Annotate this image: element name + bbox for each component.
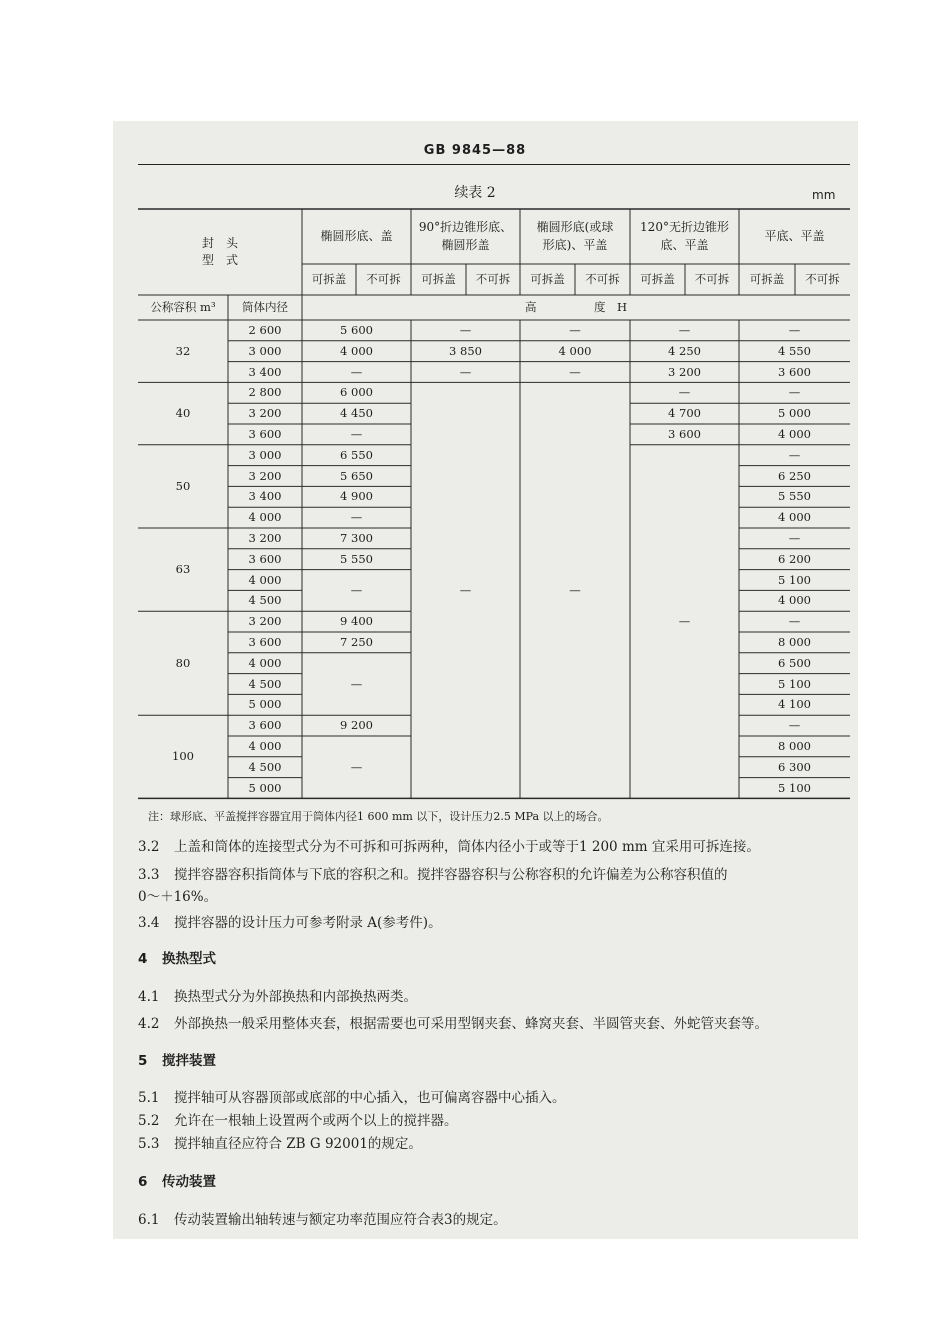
cone120-value xyxy=(630,362,739,383)
flat-value-text: 6 250 xyxy=(778,468,811,483)
diameter xyxy=(228,653,302,674)
paragraph xyxy=(138,885,217,905)
sub-header-fixed xyxy=(795,264,850,295)
paragraph xyxy=(138,1208,507,1228)
group-header-1-text: 椭圆形底、盖 xyxy=(320,228,393,243)
flat-value-text: 6 300 xyxy=(778,759,811,774)
cone120-value-text: 3 600 xyxy=(668,427,701,442)
flat-value xyxy=(739,382,850,403)
sub-header-fixed xyxy=(466,264,520,295)
section-heading xyxy=(138,1049,216,1069)
ellip-value xyxy=(302,403,411,424)
cone120-value-text: — xyxy=(678,614,691,629)
height-label xyxy=(302,295,850,320)
standard-number: GB 9845—88 xyxy=(423,143,527,158)
group-header-2 xyxy=(411,209,520,264)
flat-value-text: 5 100 xyxy=(778,780,811,795)
volume-2-text: 50 xyxy=(175,479,191,494)
sub-header-fixed xyxy=(685,264,739,295)
cone90-value-text: — xyxy=(459,364,472,379)
section-heading xyxy=(138,1170,216,1190)
ellip-value-text: 6 550 xyxy=(340,447,373,462)
cone120-value xyxy=(630,341,739,362)
cone90-value xyxy=(411,382,520,798)
ellip-value xyxy=(302,445,411,466)
ellip-value xyxy=(302,320,411,341)
flat-value xyxy=(739,403,850,424)
paragraph-text: 搅拌轴直径应符合 ZB G 92001的规定。 xyxy=(174,1136,422,1152)
diameter-text: 3 400 xyxy=(248,489,282,504)
sub-header-removable xyxy=(739,264,795,295)
height-label-text: 高 度 H xyxy=(524,300,628,315)
paragraph-number: 6.1 xyxy=(138,1212,160,1228)
diameter-text: 4 000 xyxy=(248,572,282,587)
cone90-value-text: — xyxy=(459,323,472,338)
volume-4-text: 80 xyxy=(175,655,191,670)
ellip-value-text: 4 900 xyxy=(340,489,373,504)
flat-value-text: — xyxy=(788,447,801,462)
diameter-text: 5 000 xyxy=(248,697,282,712)
cone90-value xyxy=(411,362,520,383)
diameter xyxy=(228,403,302,424)
flat-value-text: 8 000 xyxy=(778,635,811,650)
diameter-text: 4 000 xyxy=(248,655,282,670)
flat-value xyxy=(739,778,850,799)
paragraph-number: 4.1 xyxy=(138,989,160,1005)
ellip-value xyxy=(302,528,411,549)
sub-header-fixed-text: 不可拆 xyxy=(585,272,620,287)
paragraph-text: 上盖和筒体的连接型式分为不可拆和可拆两种，筒体内径小于或等于1 200 mm 宜采用可拆连接。 xyxy=(174,839,760,855)
sub-header-fixed-text: 不可拆 xyxy=(366,272,401,287)
flat-value xyxy=(739,694,850,715)
volume-0 xyxy=(138,320,228,382)
paragraph xyxy=(138,835,760,855)
paragraph xyxy=(138,1132,422,1152)
diameter-text: 3 000 xyxy=(248,343,282,358)
flat-value xyxy=(739,341,850,362)
paragraph xyxy=(138,1012,768,1032)
paragraph-text: 外部换热一般采用整体夹套，根据需要也可采用型钢夹套、蜂窝夹套、半圆管夹套、外蛇管夹套等。 xyxy=(174,1016,768,1032)
group-header-1 xyxy=(302,209,411,264)
diameter-text: 4 500 xyxy=(248,593,282,608)
diameter xyxy=(228,736,302,757)
flat-value xyxy=(739,757,850,778)
paragraph-text: 搅拌装置 xyxy=(162,1053,216,1069)
ellip-value-text: 9 200 xyxy=(340,718,373,733)
ellip-value xyxy=(302,341,411,362)
sub-header-removable-text: 可拆盖 xyxy=(749,272,785,287)
group-header-3 xyxy=(520,209,630,264)
ellip-flat-value-text: — xyxy=(569,364,581,379)
paragraph-text: 搅拌轴可从容器顶部或底部的中心插入，也可偏离容器中心插入。 xyxy=(174,1090,566,1106)
diameter-text: 3 200 xyxy=(248,531,282,546)
ellip-flat-value xyxy=(520,320,630,341)
paragraph-number: 3.4 xyxy=(138,915,160,931)
paragraph-number: 4.2 xyxy=(138,1016,160,1032)
ellip-value-text: 4 450 xyxy=(340,406,373,421)
volume-3 xyxy=(138,528,228,611)
ellip-value xyxy=(302,362,411,383)
ellip-flat-value xyxy=(520,341,630,362)
cone120-value xyxy=(630,320,739,341)
ellip-value xyxy=(302,611,411,632)
flat-value-text: 4 550 xyxy=(778,343,811,358)
paragraph-text: 传动装置输出轴转速与额定功率范围应符合表3的规定。 xyxy=(174,1212,507,1228)
diameter xyxy=(228,424,302,445)
diameter xyxy=(228,778,302,799)
diameter xyxy=(228,549,302,570)
diameter xyxy=(228,570,302,591)
flat-value xyxy=(739,528,850,549)
cone120-value xyxy=(630,445,739,799)
ellip-value xyxy=(302,549,411,570)
diameter xyxy=(228,507,302,528)
table-unit: mm xyxy=(812,188,836,202)
flat-value-text: 4 000 xyxy=(778,427,811,442)
diameter xyxy=(228,341,302,362)
diameter-text: 4 000 xyxy=(248,510,282,525)
ellip-value-text: 7 300 xyxy=(340,531,373,546)
diameter xyxy=(228,715,302,736)
diameter xyxy=(228,611,302,632)
diameter xyxy=(228,632,302,653)
flat-value xyxy=(739,570,850,591)
flat-value-text: 5 550 xyxy=(778,489,811,504)
diameter-text: 3 200 xyxy=(248,614,282,629)
flat-value-text: — xyxy=(788,531,801,546)
sub-header-fixed-text: 不可拆 xyxy=(694,272,730,287)
flat-value xyxy=(739,632,850,653)
sub-header-removable xyxy=(630,264,685,295)
flat-value xyxy=(739,653,850,674)
paragraph-number: 5.1 xyxy=(138,1090,160,1106)
diameter-text: 3 000 xyxy=(248,447,282,462)
flat-value-text: 4 000 xyxy=(778,593,811,608)
paragraph-text: 换热型式分为外部换热和内部换热两类。 xyxy=(174,989,417,1005)
paragraph xyxy=(138,863,728,883)
volume-4 xyxy=(138,611,228,715)
cone120-value xyxy=(630,424,739,445)
cone120-value xyxy=(630,382,739,403)
diameter xyxy=(228,674,302,695)
cone120-value-text: 3 200 xyxy=(668,364,701,379)
ellip-value xyxy=(302,632,411,653)
ellip-value xyxy=(302,653,411,715)
diameter xyxy=(228,694,302,715)
cone120-value-text: 4 700 xyxy=(668,406,701,421)
col-diameter-text: 筒体内径 xyxy=(242,300,288,315)
cone120-value-text: — xyxy=(678,385,691,400)
paragraph-text: 换热型式 xyxy=(162,951,216,967)
cone90-value-text: 3 850 xyxy=(449,343,482,358)
cone90-value xyxy=(411,341,520,362)
ellip-value-text: — xyxy=(350,759,363,774)
flat-value-text: 4 100 xyxy=(778,697,811,712)
sub-header-removable-text: 可拆盖 xyxy=(640,272,675,287)
paragraph-number: 5 xyxy=(138,1053,148,1069)
diameter xyxy=(228,466,302,487)
volume-1 xyxy=(138,382,228,444)
flat-value-text: 3 600 xyxy=(778,364,811,379)
diameter-text: 3 600 xyxy=(248,427,282,442)
paragraph-text: 传动装置 xyxy=(162,1174,216,1190)
flat-value xyxy=(739,486,850,507)
ellip-value xyxy=(302,507,411,528)
cone120-value-text: — xyxy=(678,323,691,338)
flat-value-text: — xyxy=(788,614,801,629)
paragraph-text: 允许在一根轴上设置两个或两个以上的搅拌器。 xyxy=(174,1113,458,1129)
diameter xyxy=(228,590,302,611)
sub-header-removable xyxy=(302,264,356,295)
ellip-value-text: — xyxy=(350,676,363,691)
header-type-text: 封 头 型 式 xyxy=(201,235,238,267)
paragraph-number: 3.2 xyxy=(138,839,160,855)
flat-value-text: 4 000 xyxy=(778,510,811,525)
ellip-value-text: — xyxy=(350,583,363,598)
diameter xyxy=(228,445,302,466)
ellip-value-text: 4 000 xyxy=(340,343,373,358)
flat-value-text: 5 100 xyxy=(778,676,811,691)
sub-header-removable-text: 可拆盖 xyxy=(311,272,347,287)
ellip-value-text: 5 650 xyxy=(340,468,373,483)
section-heading xyxy=(138,947,216,967)
cone120-value-text: 4 250 xyxy=(668,343,701,358)
diameter-text: 3 200 xyxy=(248,406,282,421)
diameter xyxy=(228,757,302,778)
cone90-value-text: — xyxy=(459,583,472,598)
sub-header-removable xyxy=(411,264,466,295)
paragraph-number: 3.3 xyxy=(138,867,160,883)
cone90-value xyxy=(411,320,520,341)
ellip-value-text: 7 250 xyxy=(340,635,373,650)
volume-5 xyxy=(138,715,228,798)
header-type xyxy=(138,209,302,295)
diameter-text: 3 600 xyxy=(248,551,282,566)
flat-value xyxy=(739,611,850,632)
volume-0-text: 32 xyxy=(175,343,191,358)
table-title: 续表 2 xyxy=(454,185,496,201)
volume-2 xyxy=(138,445,228,528)
ellip-flat-value xyxy=(520,382,630,798)
flat-value xyxy=(739,674,850,695)
diameter-text: 4 500 xyxy=(248,676,282,691)
volume-5-text: 100 xyxy=(172,749,194,764)
ellip-value-text: — xyxy=(350,364,363,379)
flat-value xyxy=(739,445,850,466)
diameter-text: 3 600 xyxy=(248,718,282,733)
group-header-4 xyxy=(630,209,739,264)
paragraph-text: 0～＋16%。 xyxy=(138,889,218,905)
ellip-flat-value-text: — xyxy=(569,583,581,598)
diameter-text: 2 600 xyxy=(248,323,282,338)
flat-value xyxy=(739,466,850,487)
flat-value-text: — xyxy=(788,323,801,338)
ellip-value-text: — xyxy=(350,510,363,525)
cone120-value xyxy=(630,403,739,424)
flat-value xyxy=(739,715,850,736)
group-header-2-text: 90°折边锥形底、 椭圆形盖 xyxy=(418,220,513,252)
paragraph xyxy=(138,985,417,1005)
diameter xyxy=(228,382,302,403)
ellip-value-text: 5 550 xyxy=(340,551,373,566)
flat-value-text: 6 200 xyxy=(778,551,811,566)
volume-1-text: 40 xyxy=(175,406,191,421)
diameter-text: 4 000 xyxy=(248,739,282,754)
diameter-text: 2 800 xyxy=(248,385,282,400)
flat-value-text: 8 000 xyxy=(778,739,811,754)
flat-value xyxy=(739,362,850,383)
paragraph-number: 5.3 xyxy=(138,1136,160,1152)
ellip-value xyxy=(302,424,411,445)
diameter-text: 3 600 xyxy=(248,635,282,650)
ellip-value-text: — xyxy=(350,427,363,442)
flat-value-text: 6 500 xyxy=(778,655,811,670)
flat-value xyxy=(739,736,850,757)
ellip-flat-value-text: — xyxy=(569,323,581,338)
col-volume xyxy=(138,295,228,320)
sub-header-fixed xyxy=(356,264,411,295)
volume-3-text: 63 xyxy=(175,562,191,577)
ellip-value xyxy=(302,382,411,403)
ellip-flat-value-text: 4 000 xyxy=(558,343,592,358)
paragraph-number: 5.2 xyxy=(138,1113,160,1129)
ellip-value xyxy=(302,715,411,736)
flat-value-text: — xyxy=(788,385,801,400)
ellip-flat-value xyxy=(520,362,630,383)
diameter-text: 3 400 xyxy=(248,364,282,379)
sub-header-fixed-text: 不可拆 xyxy=(805,272,840,287)
diameter xyxy=(228,528,302,549)
sub-header-fixed-text: 不可拆 xyxy=(475,272,511,287)
flat-value-text: — xyxy=(788,718,801,733)
flat-value-text: 5 000 xyxy=(778,406,811,421)
paragraph xyxy=(138,911,442,931)
paragraph-text: 搅拌容器容积指筒体与下底的容积之和。搅拌容器容积与公称容积的允许偏差为公称容积值的 xyxy=(174,867,728,883)
flat-value xyxy=(739,424,850,445)
flat-value xyxy=(739,320,850,341)
diameter xyxy=(228,362,302,383)
paragraph-number: 6 xyxy=(138,1174,148,1190)
ellip-value xyxy=(302,570,411,612)
paragraph xyxy=(138,1086,566,1106)
group-header-5-text: 平底、平盖 xyxy=(764,228,825,243)
diameter-text: 5 000 xyxy=(248,780,282,795)
flat-value xyxy=(739,549,850,570)
col-volume-text: 公称容积 m³ xyxy=(150,300,216,315)
col-diameter xyxy=(228,295,302,320)
ellip-value-text: 5 600 xyxy=(340,323,373,338)
flat-value xyxy=(739,507,850,528)
ellip-value-text: 6 000 xyxy=(340,385,373,400)
paragraph xyxy=(138,1109,458,1129)
flat-value-text: 5 100 xyxy=(778,572,811,587)
diameter-text: 3 200 xyxy=(248,468,282,483)
flat-value xyxy=(739,590,850,611)
ellip-value xyxy=(302,486,411,507)
sub-header-fixed xyxy=(575,264,630,295)
paragraph-number: 4 xyxy=(138,951,148,967)
group-header-3-text: 椭圆形底(或球 形底)、平盖 xyxy=(536,220,614,252)
diameter xyxy=(228,486,302,507)
group-header-5 xyxy=(739,209,850,264)
table-note: 注：球形底、平盖搅拌容器宜用于筒体内径1 600 mm 以下，设计压力2.5 MPa 以上的场合。 xyxy=(148,810,609,823)
group-header-4-text: 120°无折边锥形 底、平盖 xyxy=(640,220,729,252)
diameter-text: 4 500 xyxy=(248,759,282,774)
paragraph-text: 搅拌容器的设计压力可参考附录 A(参考件)。 xyxy=(174,915,442,931)
sub-header-removable-text: 可拆盖 xyxy=(421,272,456,287)
ellip-value xyxy=(302,466,411,487)
sub-header-removable-text: 可拆盖 xyxy=(530,272,565,287)
ellip-value-text: 9 400 xyxy=(340,614,373,629)
sub-header-removable xyxy=(520,264,575,295)
ellip-value xyxy=(302,736,411,798)
diameter xyxy=(228,320,302,341)
